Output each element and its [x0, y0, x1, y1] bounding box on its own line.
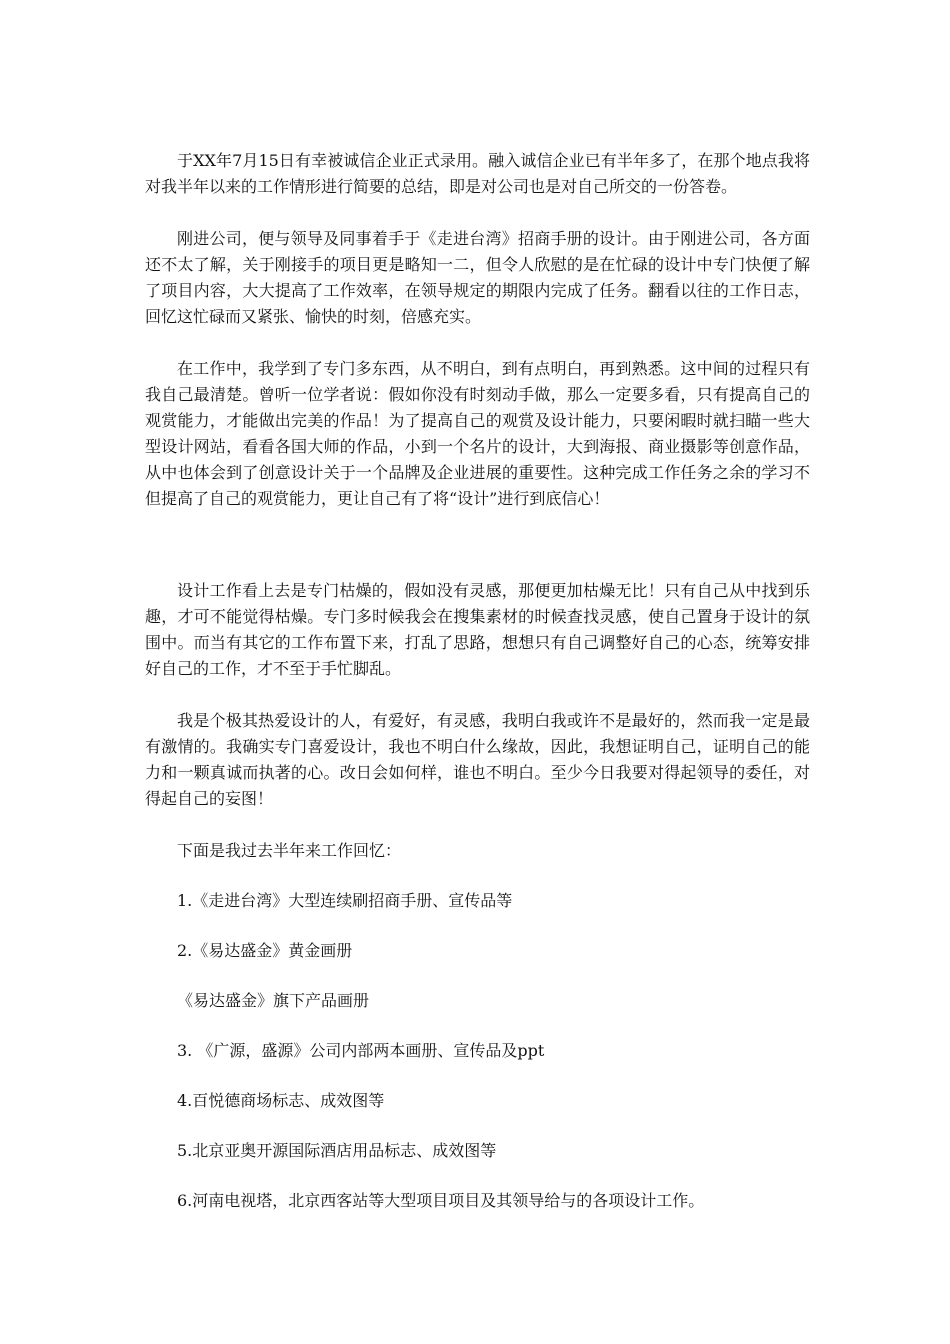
paragraph-first-project: 刚进公司，便与领导及同事着手于《走进台湾》招商手册的设计。由于刚进公司，各方面还不太了解，关于刚接手的项目更是略知一二，但令人欣慰的是在忙碌的设计中专门快便了解了项目内容，大大提高了工作效率，在领导规定的期限内完成了任务。翻看以往的工作日志，回忆这忙碌而又紧张、愉快的时刻，倍感充实。 [145, 229, 810, 326]
list-item: 《易达盛金》旗下产品画册 [177, 991, 370, 1010]
list-item: 2.《易达盛金》黄金画册 [177, 941, 353, 960]
list-item: 5.北京亚奥开源国际酒店用品标志、成效图等 [177, 1141, 497, 1160]
list-item: 1.《走进台湾》大型连续刷招商手册、宣传品等 [177, 891, 513, 910]
paragraph-passion: 我是个极其热爱设计的人，有爱好，有灵感，我明白我或许不是最好的，然而我一定是最有激情的。我确实专门喜爱设计，我也不明白什么缘故，因此，我想证明自己，证明自己的能力和一颗真诚而执著的心。改日会如何样，谁也不明白。至少今日我要对得起领导的委任，对得起自己的妄图！ [145, 711, 810, 808]
list-item: 3. 《广源，盛源》公司内部两本画册、宣传品及ppt [177, 1041, 545, 1060]
list-intro: 下面是我过去半年来工作回忆： [177, 841, 402, 860]
list-item: 6.河南电视塔，北京西客站等大型项目项目及其领导给与的各项设计工作。 [177, 1191, 705, 1210]
paragraph-design-work: 设计工作看上去是专门枯燥的，假如没有灵感，那便更加枯燥无比！只有自己从中找到乐趣，才可不能觉得枯燥。专门多时候我会在搜集素材的时候查找灵感，使自己置身于设计的氛围中。而当有其它的工作布置下来，打乱了思路，想想只有自己调整好自己的心态，统筹安排好自己的工作，才不至于手忙脚乱。 [145, 581, 810, 678]
paragraph-intro: 于XX年7月15日有幸被诚信企业正式录用。融入诚信企业已有半年多了，在那个地点我将对我半年以来的工作情形进行简要的总结，即是对公司也是对自己所交的一份答卷。 [145, 151, 810, 196]
list-item: 4.百悦德商场标志、成效图等 [177, 1091, 385, 1110]
document-page [145, 148, 810, 1238]
paragraph-learning: 在工作中，我学到了专门多东西，从不明白，到有点明白，再到熟悉。这中间的过程只有我自己最清楚。曾听一位学者说：假如你没有时刻动手做，那么一定要多看，只有提高自己的观赏能力，才能做出完美的作品！为了提高自己的观赏及设计能力，只要闲暇时就扫瞄一些大型设计网站，看看各国大师的作品，小到一个名片的设计，大到海报、商业摄影等创意作品，从中也体会到了创意设计关于一个品牌及企业进展的重要性。这种完成工作任务之余的学习不但提高了自己的观赏能力，更让自己有了将“设计”进行到底信心！ [145, 359, 810, 508]
